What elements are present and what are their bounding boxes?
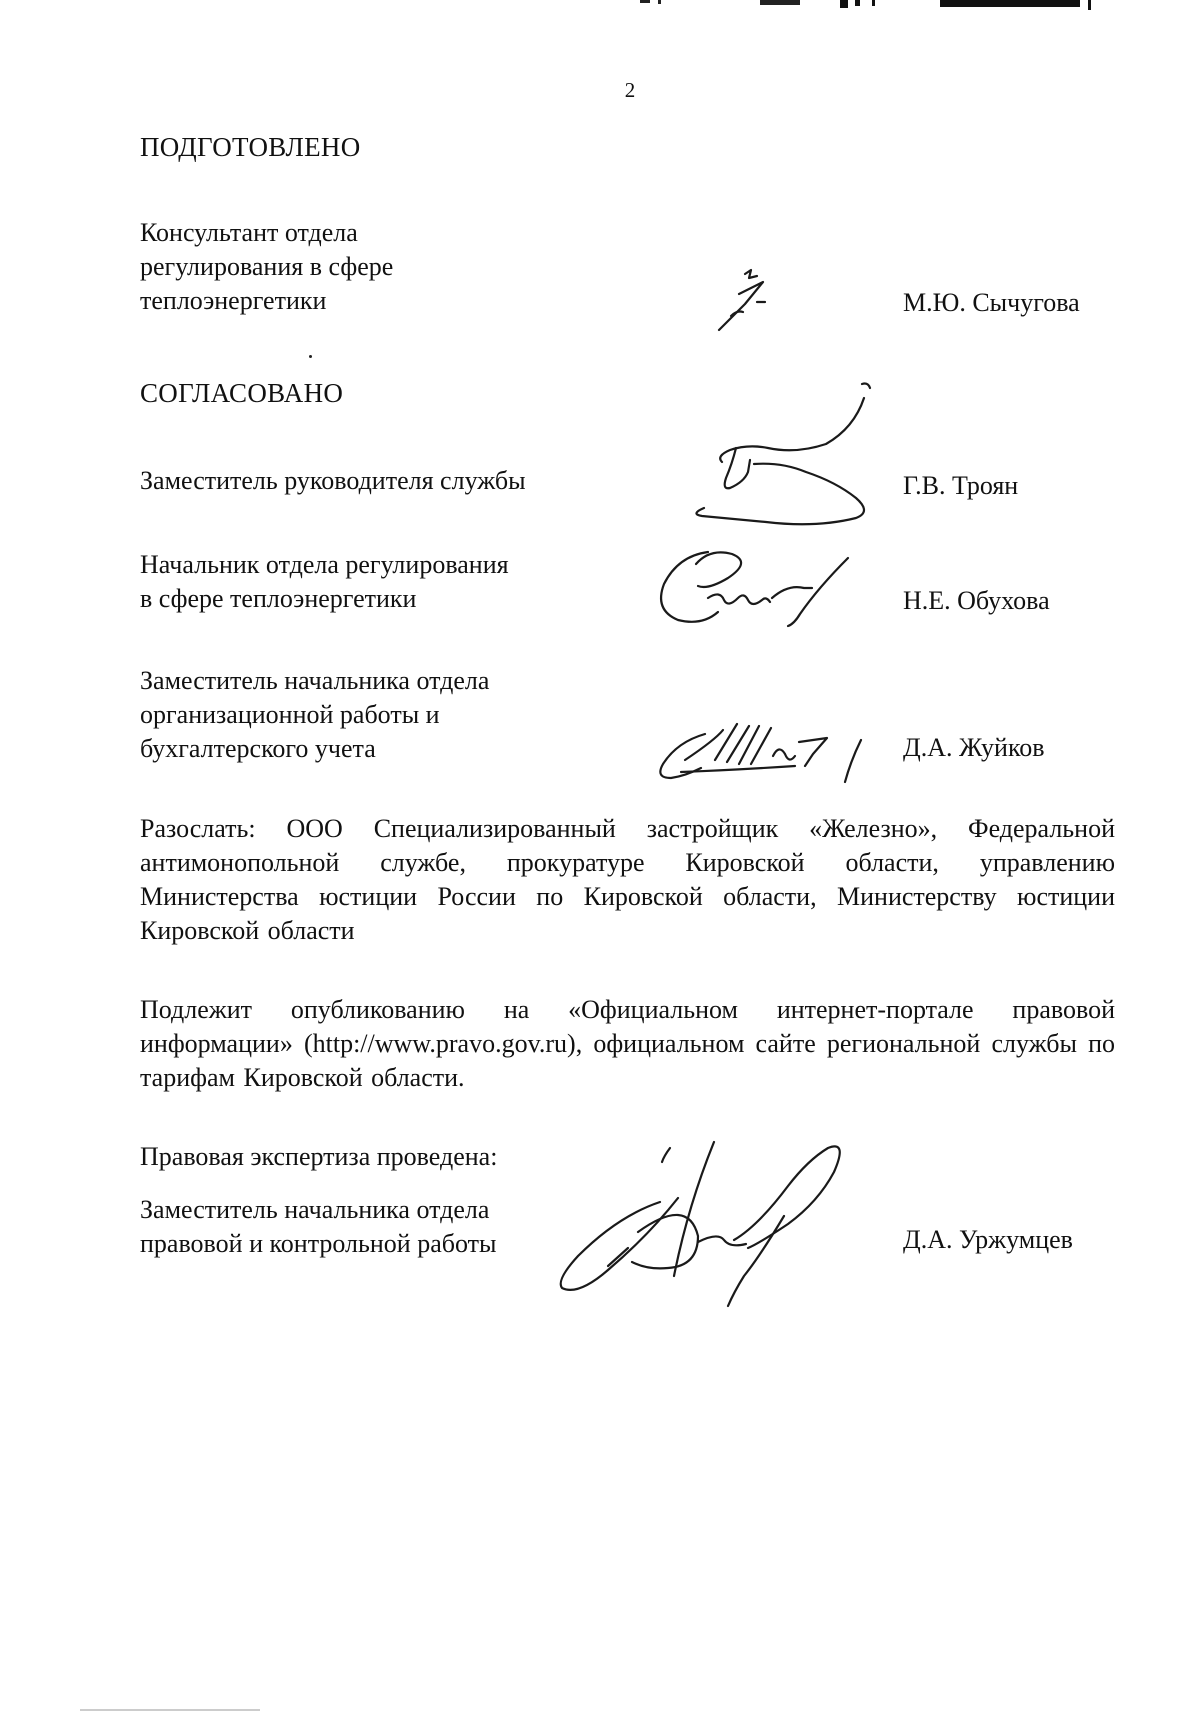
legal-review-position-line: правовой и контрольной работы: [140, 1229, 497, 1258]
legal-review-position: [140, 1193, 496, 1261]
signature-troyan: [686, 378, 886, 530]
legal-review-position-line: Заместитель начальника отдела: [140, 1195, 490, 1224]
signature-urzhumtsev: [548, 1136, 878, 1308]
signatory-name: Д.А. Жуйков: [903, 733, 1045, 762]
signatory-position-line: бухгалтерского учета: [140, 734, 376, 763]
signature-zhuikov: [655, 720, 875, 784]
signatory-position-line: организационной работы и: [140, 700, 440, 729]
distribution-paragraph: Разослать: ООО Специализированный застройщик «Железно», Федеральной антимонопольной службе, прокуратуре Кировской области, управлению Министерства юстиции России по Кировской области, Министерству юстиции Кировской области: [140, 814, 1115, 945]
legal-review-heading: Правовая экспертиза проведена:: [140, 1142, 498, 1171]
scan-artifact-footer: [80, 1708, 280, 1714]
signatory-position-line: в сфере теплоэнергетики: [140, 584, 417, 613]
prepared-position-line: теплоэнергетики: [140, 286, 327, 315]
signatory-position-line: Заместитель начальника отдела: [140, 666, 490, 695]
signatory-name: Г.В. Троян: [903, 471, 1019, 500]
prepared-name: М.Ю. Сычугова: [903, 288, 1080, 317]
prepared-heading: ПОДГОТОВЛЕНО: [140, 132, 361, 162]
prepared-position-line: регулирования в сфере: [140, 252, 394, 281]
prepared-position: [140, 216, 393, 318]
signatory-position-line: Начальник отдела регулирования: [140, 550, 509, 579]
page-number: 2: [624, 78, 636, 102]
signature-obukhova: [648, 544, 848, 628]
signatory-position: [140, 464, 526, 498]
scan-artifact-marks: [640, 0, 1100, 12]
legal-review-name: Д.А. Уржумцев: [903, 1225, 1073, 1254]
publication-paragraph: Подлежит опубликованию на «Официальном интернет-портале правовой информации» (http://www.pravo.gov.ru), официальном сайте региональной службы по тарифам Кировской области.: [140, 995, 1115, 1092]
signature-sychugova: [705, 268, 795, 338]
signatory-position-line: Заместитель руководителя службы: [140, 466, 526, 495]
signatory-position: [140, 664, 489, 766]
agreed-heading: СОГЛАСОВАНО: [140, 378, 344, 408]
stray-dot: [309, 355, 312, 358]
prepared-position-line: Консультант отдела: [140, 218, 358, 247]
signatory-position: [140, 548, 509, 616]
signatory-name: Н.Е. Обухова: [903, 586, 1050, 615]
